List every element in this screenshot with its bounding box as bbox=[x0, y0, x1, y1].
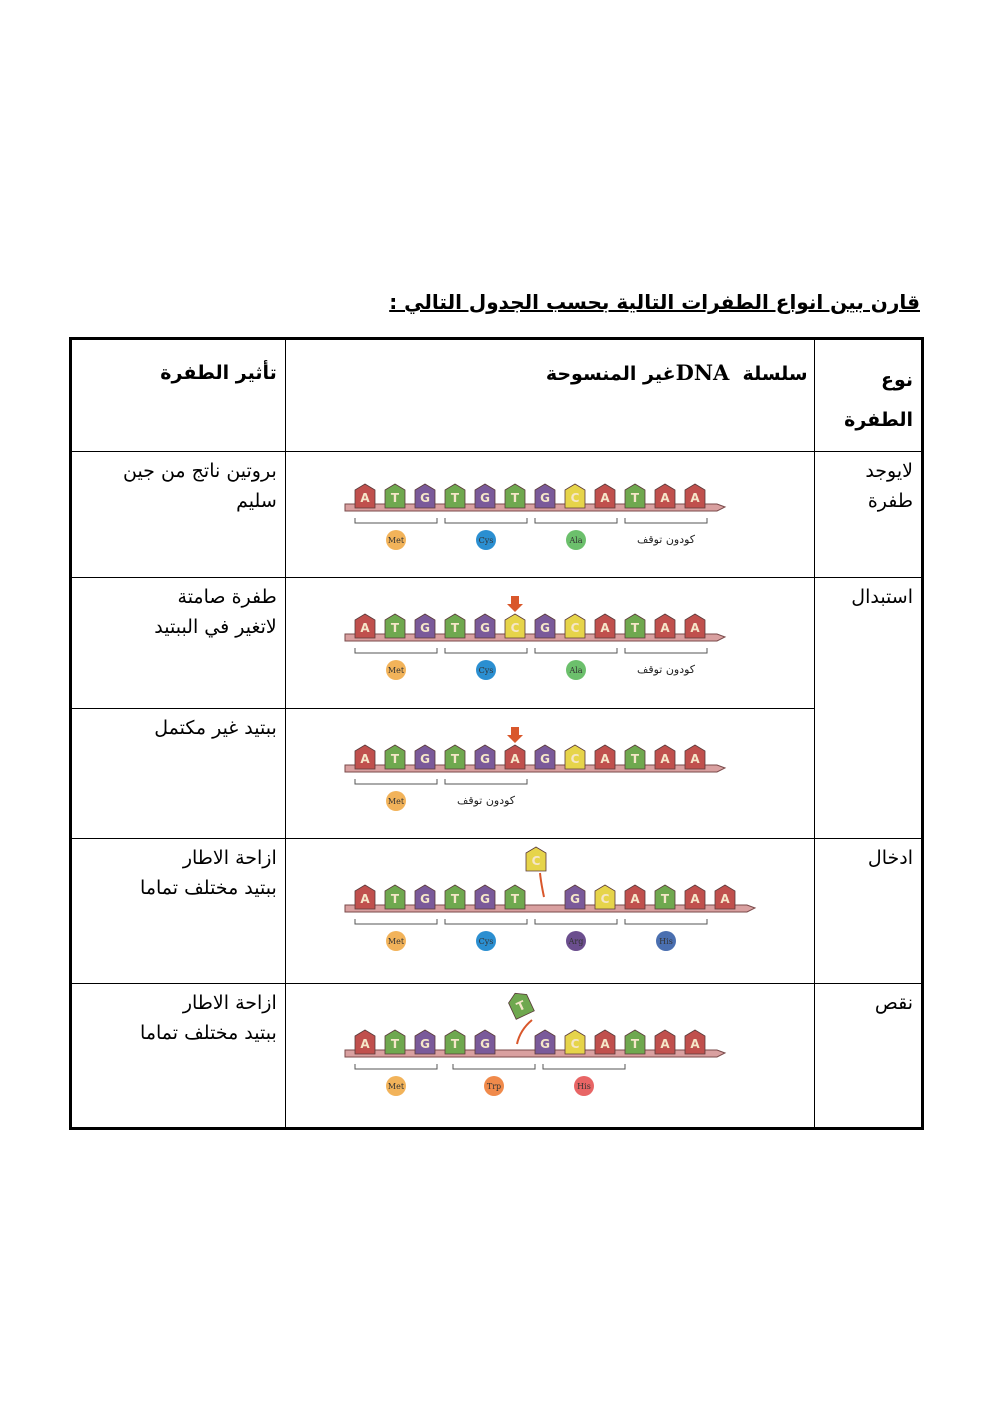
nucleotide-g bbox=[535, 484, 555, 508]
amino-acid-met bbox=[386, 1076, 406, 1096]
nucleotide-a bbox=[685, 484, 705, 508]
mutation-type: ادخال bbox=[867, 847, 913, 869]
nucleotide-t bbox=[385, 885, 405, 909]
svg-text:Cys: Cys bbox=[478, 937, 494, 946]
svg-text:G: G bbox=[419, 1037, 430, 1051]
svg-text:A: A bbox=[660, 752, 670, 766]
svg-text:T: T bbox=[390, 621, 399, 635]
effect-text: طفرة صامتة لاتغير في الببتيد bbox=[154, 586, 277, 638]
mutation-type: نقص bbox=[874, 992, 913, 1014]
codon-bracket bbox=[355, 919, 437, 924]
codon-bracket bbox=[445, 518, 527, 523]
svg-text:G: G bbox=[479, 892, 490, 906]
dna-diagram bbox=[335, 452, 765, 562]
svg-text:C: C bbox=[570, 1037, 580, 1051]
nucleotide-a bbox=[685, 1030, 705, 1054]
header-sequence: سلسلة DNAغير المنسوحة bbox=[285, 339, 814, 452]
svg-text:T: T bbox=[630, 621, 639, 635]
codon-bracket bbox=[535, 648, 617, 653]
svg-text:A: A bbox=[660, 621, 670, 635]
header-type: نوع الطفرة bbox=[814, 339, 922, 452]
codon-bracket bbox=[625, 648, 707, 653]
nucleotide-c bbox=[565, 614, 585, 638]
effect-text: ازاحة الاطار ببتيد مختلف تماما bbox=[140, 847, 277, 899]
svg-text:A: A bbox=[360, 892, 370, 906]
codon-bracket bbox=[535, 518, 617, 523]
amino-acid-ala bbox=[566, 660, 586, 680]
svg-text:A: A bbox=[690, 491, 700, 505]
svg-text:Met: Met bbox=[387, 1082, 404, 1091]
nucleotide-t bbox=[445, 885, 465, 909]
nucleotide-t bbox=[505, 885, 525, 909]
svg-text:A: A bbox=[690, 752, 700, 766]
codon-bracket bbox=[445, 919, 527, 924]
codon-bracket bbox=[355, 518, 437, 523]
amino-acid-cys bbox=[476, 530, 496, 550]
nucleotide-a bbox=[655, 745, 675, 769]
nucleotide-t bbox=[385, 745, 405, 769]
amino-acid-ala bbox=[566, 530, 586, 550]
nucleotide-a bbox=[595, 745, 615, 769]
nucleotide-t bbox=[385, 614, 405, 638]
nucleotide-t bbox=[505, 484, 525, 508]
amino-acid-his bbox=[574, 1076, 594, 1096]
nucleotide-a bbox=[595, 614, 615, 638]
nucleotide-g bbox=[535, 614, 555, 638]
codon-bracket bbox=[355, 648, 437, 653]
codon-bracket bbox=[445, 779, 527, 784]
svg-text:T: T bbox=[510, 491, 519, 505]
svg-text:T: T bbox=[390, 491, 399, 505]
svg-text:His: His bbox=[658, 937, 673, 946]
nucleotide-a bbox=[355, 1030, 375, 1054]
nucleotide-a bbox=[355, 614, 375, 638]
svg-text:G: G bbox=[539, 621, 550, 635]
codon-bracket bbox=[355, 779, 437, 784]
nucleotide-t bbox=[445, 484, 465, 508]
amino-acid-met bbox=[386, 660, 406, 680]
nucleotide-t bbox=[445, 745, 465, 769]
nucleotide-a bbox=[625, 885, 645, 909]
svg-text:T: T bbox=[390, 1037, 399, 1051]
svg-text:G: G bbox=[539, 1037, 550, 1051]
nucleotide-g bbox=[475, 614, 495, 638]
nucleotide-t bbox=[445, 1030, 465, 1054]
svg-text:T: T bbox=[390, 752, 399, 766]
svg-text:G: G bbox=[419, 621, 430, 635]
svg-text:A: A bbox=[510, 752, 520, 766]
nucleotide-g bbox=[475, 745, 495, 769]
nucleotide-t bbox=[625, 745, 645, 769]
codon-bracket bbox=[625, 919, 707, 924]
effect-text: بروتين ناتج من جين سليم bbox=[122, 460, 277, 512]
nucleotide-c bbox=[565, 484, 585, 508]
table-row bbox=[71, 839, 923, 984]
deleted-nucleotide-t bbox=[506, 989, 534, 1019]
stop-codon-label: كودون توقف bbox=[636, 533, 695, 546]
nucleotide-g bbox=[535, 745, 555, 769]
svg-text:A: A bbox=[720, 892, 730, 906]
svg-text:T: T bbox=[630, 491, 639, 505]
mutation-arrow bbox=[507, 727, 523, 743]
dna-diagram-cell bbox=[285, 578, 814, 709]
amino-acid-his bbox=[656, 931, 676, 951]
svg-text:G: G bbox=[419, 892, 430, 906]
svg-text:Cys: Cys bbox=[478, 666, 494, 675]
table-row bbox=[71, 578, 923, 709]
svg-text:G: G bbox=[419, 752, 430, 766]
nucleotide-t bbox=[655, 885, 675, 909]
dna-diagram bbox=[335, 984, 765, 1114]
nucleotide-a bbox=[655, 484, 675, 508]
nucleotide-g bbox=[565, 885, 585, 909]
mutation-type: لايوجد طفرة bbox=[865, 460, 913, 512]
mutation-arrow bbox=[507, 596, 523, 612]
svg-text:A: A bbox=[600, 621, 610, 635]
svg-text:G: G bbox=[569, 892, 580, 906]
svg-text:G: G bbox=[419, 491, 430, 505]
svg-text:T: T bbox=[450, 752, 459, 766]
svg-text:C: C bbox=[600, 892, 610, 906]
codon-bracket bbox=[543, 1064, 625, 1069]
svg-text:A: A bbox=[630, 892, 640, 906]
svg-text:Arg: Arg bbox=[568, 937, 584, 946]
svg-text:Ala: Ala bbox=[569, 666, 583, 675]
svg-text:T: T bbox=[450, 621, 459, 635]
table-row bbox=[71, 984, 923, 1129]
nucleotide-a bbox=[355, 745, 375, 769]
dna-diagram bbox=[335, 839, 765, 969]
nucleotide-g bbox=[415, 885, 435, 909]
svg-text:G: G bbox=[479, 621, 490, 635]
nucleotide-c bbox=[565, 1030, 585, 1054]
amino-acid-met bbox=[386, 931, 406, 951]
table-row bbox=[71, 452, 923, 578]
svg-text:Met: Met bbox=[387, 666, 404, 675]
svg-text:T: T bbox=[660, 892, 669, 906]
nucleotide-t bbox=[625, 614, 645, 638]
amino-acid-arg bbox=[566, 931, 586, 951]
nucleotide-a bbox=[505, 745, 525, 769]
codon-bracket bbox=[355, 1064, 437, 1069]
amino-acid-met bbox=[386, 791, 406, 811]
stop-codon-label: كودون توقف bbox=[636, 663, 695, 676]
svg-text:A: A bbox=[600, 1037, 610, 1051]
nucleotide-a bbox=[355, 484, 375, 508]
svg-text:T: T bbox=[450, 1037, 459, 1051]
svg-text:Met: Met bbox=[387, 797, 404, 806]
svg-text:A: A bbox=[690, 1037, 700, 1051]
nucleotide-g bbox=[475, 484, 495, 508]
deletion-arrow bbox=[517, 1020, 532, 1044]
amino-acid-cys bbox=[476, 660, 496, 680]
svg-text:T: T bbox=[450, 892, 459, 906]
codon-bracket bbox=[453, 1064, 535, 1069]
nucleotide-a bbox=[655, 1030, 675, 1054]
svg-text:G: G bbox=[479, 1037, 490, 1051]
nucleotide-a bbox=[685, 885, 705, 909]
svg-text:T: T bbox=[630, 1037, 639, 1051]
codon-bracket bbox=[445, 648, 527, 653]
table-header-row bbox=[71, 339, 923, 452]
dna-diagram bbox=[335, 578, 765, 693]
effect-text: ازاحة الاطار ببتيد مختلف تماما bbox=[140, 992, 277, 1044]
svg-text:A: A bbox=[360, 1037, 370, 1051]
nucleotide-t bbox=[625, 1030, 645, 1054]
nucleotide-a bbox=[655, 614, 675, 638]
nucleotide-a bbox=[355, 885, 375, 909]
nucleotide-t bbox=[625, 484, 645, 508]
nucleotide-g bbox=[475, 885, 495, 909]
nucleotide-c bbox=[565, 745, 585, 769]
nucleotide-g bbox=[415, 1030, 435, 1054]
svg-text:C: C bbox=[531, 854, 541, 868]
svg-text:T: T bbox=[514, 997, 528, 1015]
svg-text:T: T bbox=[450, 491, 459, 505]
svg-text:T: T bbox=[510, 892, 519, 906]
svg-text:C: C bbox=[570, 752, 580, 766]
table-row bbox=[71, 709, 923, 839]
amino-acid-cys bbox=[476, 931, 496, 951]
mutation-type: استبدال bbox=[851, 586, 913, 608]
effect-text: ببتيد غير مكتمل bbox=[154, 717, 277, 739]
nucleotide-a bbox=[715, 885, 735, 909]
svg-text:A: A bbox=[690, 621, 700, 635]
svg-text:A: A bbox=[690, 892, 700, 906]
nucleotide-t bbox=[445, 614, 465, 638]
svg-text:G: G bbox=[539, 752, 550, 766]
svg-text:A: A bbox=[360, 752, 370, 766]
svg-text:C: C bbox=[510, 621, 520, 635]
inserted-nucleotide-c bbox=[526, 847, 546, 871]
amino-acid-met bbox=[386, 530, 406, 550]
svg-text:Met: Met bbox=[387, 937, 404, 946]
svg-text:A: A bbox=[360, 621, 370, 635]
amino-acid-trp bbox=[484, 1076, 504, 1096]
dna-diagram-cell bbox=[285, 709, 814, 839]
nucleotide-g bbox=[475, 1030, 495, 1054]
svg-text:G: G bbox=[479, 752, 490, 766]
nucleotide-t bbox=[385, 484, 405, 508]
svg-text:Ala: Ala bbox=[569, 536, 583, 545]
svg-text:Cys: Cys bbox=[478, 536, 494, 545]
svg-text:A: A bbox=[660, 1037, 670, 1051]
nucleotide-c bbox=[595, 885, 615, 909]
dna-diagram-cell bbox=[285, 984, 814, 1129]
nucleotide-g bbox=[415, 745, 435, 769]
codon-bracket bbox=[535, 919, 617, 924]
nucleotide-a bbox=[595, 484, 615, 508]
svg-text:C: C bbox=[570, 621, 580, 635]
deleted-nucleotide bbox=[506, 989, 534, 1019]
svg-text:G: G bbox=[479, 491, 490, 505]
svg-text:A: A bbox=[360, 491, 370, 505]
svg-text:A: A bbox=[660, 491, 670, 505]
svg-text:A: A bbox=[600, 752, 610, 766]
svg-text:A: A bbox=[600, 491, 610, 505]
nucleotide-g bbox=[535, 1030, 555, 1054]
svg-text:C: C bbox=[570, 491, 580, 505]
page-title: قارن بين انواع الطفرات التالية بحسب الجدول التالي : bbox=[389, 290, 920, 314]
dna-diagram-cell bbox=[285, 452, 814, 578]
codon-bracket bbox=[625, 518, 707, 523]
insertion-arrow bbox=[540, 873, 544, 897]
stop-codon-label: كودون توقف bbox=[456, 794, 515, 807]
svg-text:Met: Met bbox=[387, 536, 404, 545]
svg-text:G: G bbox=[539, 491, 550, 505]
dna-diagram bbox=[335, 709, 765, 824]
nucleotide-a bbox=[595, 1030, 615, 1054]
nucleotide-g bbox=[415, 614, 435, 638]
svg-text:T: T bbox=[390, 892, 399, 906]
header-effect: تأثير الطفرة bbox=[71, 339, 286, 452]
svg-text:T: T bbox=[630, 752, 639, 766]
nucleotide-t bbox=[385, 1030, 405, 1054]
nucleotide-a bbox=[685, 745, 705, 769]
nucleotide-c bbox=[505, 614, 525, 638]
mutations-table bbox=[69, 337, 924, 1130]
svg-text:Trp: Trp bbox=[486, 1082, 501, 1091]
svg-text:His: His bbox=[576, 1082, 591, 1091]
nucleotide-g bbox=[415, 484, 435, 508]
dna-diagram-cell bbox=[285, 839, 814, 984]
nucleotide-a bbox=[685, 614, 705, 638]
